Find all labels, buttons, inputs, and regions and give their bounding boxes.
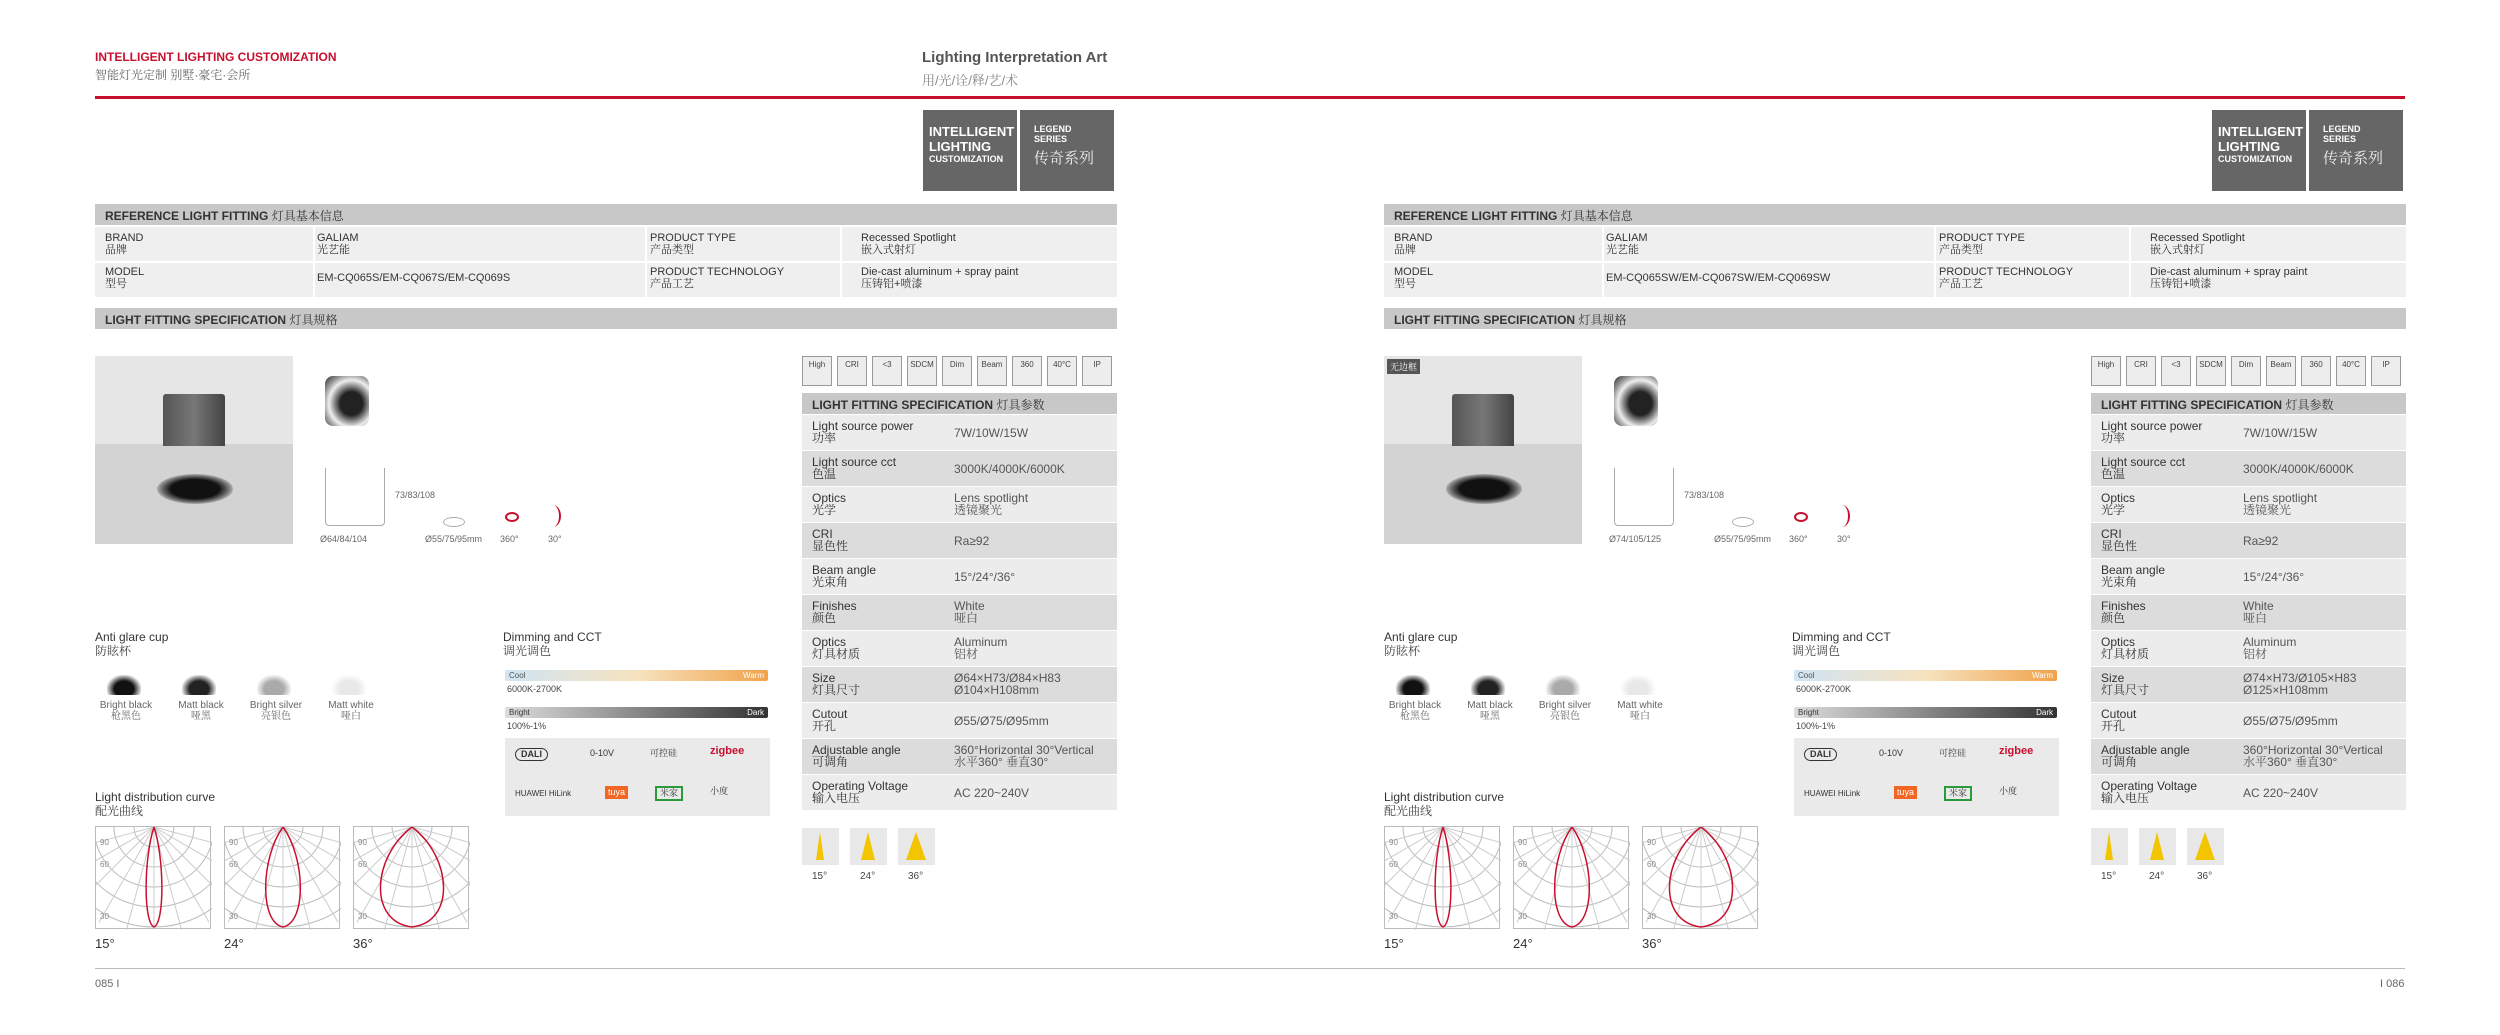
cutout-size: Ø55/75/95mm	[425, 534, 483, 544]
spec-value: Aluminum 铝材	[2243, 635, 2297, 661]
spec-row	[802, 595, 1117, 630]
section-title: REFERENCE LIGHT FITTING	[105, 209, 269, 223]
spec-row	[802, 631, 1117, 666]
dimension-drawing	[325, 468, 385, 526]
spec-value: Aluminum 铝材	[954, 635, 1008, 661]
spec-key: Beam angle 光束角	[2101, 563, 2166, 589]
spec-row	[802, 739, 1117, 774]
model-value: EM-CQ065SW/EM-CQ067SW/EM-CQ069SW	[1606, 272, 1831, 284]
spec-row	[2091, 415, 2406, 450]
dimming-slider[interactable]	[1794, 707, 2057, 718]
catalog-page-left	[95, 0, 1117, 1035]
spec-row	[2091, 487, 2406, 522]
huawei-hilink-logo: HUAWEI HiLink	[515, 789, 572, 798]
polar-label: 36°	[353, 936, 373, 951]
spec-row	[2091, 451, 2406, 486]
spec-value: 15°/24°/36°	[954, 570, 1016, 584]
cool-label: Cool	[509, 671, 526, 680]
specification-section-bar	[95, 308, 1117, 329]
section-title-cn: 灯具基本信息	[1560, 209, 1633, 223]
badge-line: CUSTOMIZATION	[2218, 154, 2293, 164]
cup-2	[257, 675, 291, 695]
specification-section-bar	[1384, 308, 2406, 329]
spec-value: Ø55/Ø75/Ø95mm	[954, 714, 1049, 728]
spec-row	[802, 415, 1117, 450]
beam-icon	[898, 828, 935, 865]
feature-icon: SDCM	[2196, 356, 2226, 386]
polar-label: 15°	[95, 936, 115, 951]
feature-icon: Dim	[2231, 356, 2261, 386]
spec-row	[2091, 703, 2406, 738]
spec-value: Ra≥92	[954, 534, 990, 548]
beam-label: 24°	[2149, 871, 2165, 882]
anti-glare-cup-heading: Anti glare cup 防眩杯	[95, 630, 169, 658]
polar-tick: 30	[100, 912, 109, 921]
section-title: LIGHT FITTING SPECIFICATION	[1394, 313, 1576, 327]
product-type-label: PRODUCT TYPE 产品类型	[650, 232, 736, 256]
cct-slider[interactable]	[505, 670, 768, 681]
cup-0	[107, 675, 141, 695]
cup-label: Bright black 枪黑色	[99, 700, 153, 722]
spec-value: 7W/10W/15W	[2243, 426, 2318, 440]
header-title: Lighting Interpretation Art	[922, 49, 1108, 66]
section-title: LIGHT FITTING SPECIFICATION	[812, 398, 994, 412]
cct-range: 6000K-2700K	[1796, 684, 1852, 694]
polar-tick: 60	[229, 860, 238, 869]
spec-key: CRI 显色性	[812, 527, 849, 553]
polar-tick: 60	[1647, 860, 1656, 869]
beam-label: 24°	[860, 871, 876, 882]
cup-label: Matt black 哑黑	[1467, 700, 1513, 722]
polar-chart	[1642, 826, 1758, 929]
spec-key: Operating Voltage 输入电压	[812, 779, 909, 805]
badge-cn: 传奇系列	[1034, 150, 1095, 167]
rotation-label: 360°	[1789, 534, 1808, 544]
spec-row	[802, 775, 1117, 810]
spec-row	[802, 703, 1117, 738]
dimension-height: 73/83/108	[1684, 490, 1725, 500]
spotlight-opening	[157, 474, 233, 504]
light-distribution-heading: Light distribution curve 配光曲线	[95, 790, 216, 818]
badge-line: LEGEND	[1034, 124, 1072, 134]
feature-icon: Dim	[942, 356, 972, 386]
spec-value: 360°Horizontal 30°Vertical 水平360° 垂直30°	[2243, 743, 2383, 769]
polar-tick: 60	[1518, 860, 1527, 869]
scr-dimming-logo: 可控硅	[1939, 748, 1967, 758]
mijia-logo: 米家	[1944, 786, 1972, 801]
product-technology-value: Die-cast aluminum + spray paint 压铸铝+喷漆	[861, 266, 1019, 290]
spec-key: Cutout 开孔	[2101, 707, 2137, 733]
spec-value: White 哑白	[954, 599, 985, 625]
dimming-range: 100%-1%	[1796, 721, 1836, 731]
dark-label: Dark	[2036, 708, 2053, 717]
dimension-diameter: Ø74/105/125	[1609, 534, 1662, 544]
spotlight-opening	[1446, 474, 1522, 504]
spec-key: Operating Voltage 输入电压	[2101, 779, 2198, 805]
spec-row	[2091, 775, 2406, 810]
spec-key: Optics 灯具材质	[2101, 635, 2150, 661]
polar-tick: 90	[229, 838, 238, 847]
huawei-hilink-logo: HUAWEI HiLink	[1804, 789, 1861, 798]
beam-icon	[802, 828, 839, 865]
spec-key: Cutout 开孔	[812, 707, 848, 733]
reference-info-table	[1384, 227, 2406, 297]
feature-icon: High	[2091, 356, 2121, 386]
beam-label: 15°	[2101, 871, 2117, 882]
spec-key: Light source cct 色温	[2101, 455, 2186, 481]
beam-label: 36°	[2197, 871, 2213, 882]
spec-row	[802, 667, 1117, 702]
polar-tick: 90	[100, 838, 109, 847]
zero-ten-volt-logo: 0-10V	[590, 748, 615, 758]
spec-row	[2091, 631, 2406, 666]
feature-icon: 360	[2301, 356, 2331, 386]
section-title: LIGHT FITTING SPECIFICATION	[105, 313, 287, 327]
cup-2	[1546, 675, 1580, 695]
tilt-icon	[1834, 505, 1850, 527]
badge-line: SERIES	[2323, 134, 2357, 144]
product-type-label: PRODUCT TYPE 产品类型	[1939, 232, 2025, 256]
badge-line: INTELLIGENT	[2218, 124, 2304, 139]
feature-icon: 40°C	[2336, 356, 2366, 386]
spec-key: Optics 光学	[2101, 491, 2136, 517]
dali-logo: DALI	[515, 748, 548, 761]
xiaodu-logo: 小度	[710, 786, 729, 796]
polar-tick: 90	[1647, 838, 1656, 847]
section-title-cn: 灯具规格	[1578, 313, 1627, 327]
col-divider	[1934, 227, 1936, 297]
brand-label: BRAND 品牌	[1394, 232, 1433, 256]
tuya-logo: tuya	[1894, 786, 1917, 799]
polar-tick: 60	[358, 860, 367, 869]
xiaodu-logo: 小度	[1999, 786, 2018, 796]
mijia-logo: 米家	[655, 786, 683, 801]
page-number-right: I 086	[2380, 978, 2405, 990]
spec-value: AC 220~240V	[2243, 786, 2319, 800]
spec-key: Finishes 颜色	[2101, 599, 2146, 625]
polar-tick: 30	[358, 912, 367, 921]
col-divider	[840, 227, 842, 297]
spec-value: Ø55/Ø75/Ø95mm	[2243, 714, 2338, 728]
row-divider	[95, 261, 1117, 263]
cool-label: Cool	[1798, 671, 1815, 680]
col-divider	[2129, 227, 2131, 297]
polar-chart	[224, 826, 340, 929]
spotlight-product-image	[325, 376, 369, 426]
frameless-tag: 无边框	[1387, 359, 1420, 374]
spec-value: 7W/10W/15W	[954, 426, 1029, 440]
dimming-heading: Dimming and CCT 调光调色	[503, 630, 602, 658]
model-value: EM-CQ065S/EM-CQ067S/EM-CQ069S	[317, 272, 511, 284]
polar-svg	[1514, 827, 1630, 930]
badge-line: CUSTOMIZATION	[929, 154, 1004, 164]
dali-logo: DALI	[1804, 748, 1837, 761]
cup-label: Matt black 哑黑	[178, 700, 224, 722]
warm-label: Warm	[742, 671, 764, 680]
dimming-heading: Dimming and CCT 调光调色	[1792, 630, 1891, 658]
spec-row	[2091, 523, 2406, 558]
polar-tick: 30	[1518, 912, 1527, 921]
spec-key: Optics 灯具材质	[812, 635, 861, 661]
spec-row	[802, 487, 1117, 522]
brand-value: GALIAM 光艺能	[1606, 232, 1648, 256]
polar-tick: 30	[229, 912, 238, 921]
brand-value: GALIAM 光艺能	[317, 232, 359, 256]
product-technology-value: Die-cast aluminum + spray paint 压铸铝+喷漆	[2150, 266, 2308, 290]
spec-value: Ø64×H73/Ø84×H83 Ø104×H108mm	[954, 671, 1061, 697]
intelligent-lighting-badge	[923, 110, 1017, 191]
intelligent-lighting-badge	[2212, 110, 2306, 191]
model-label: MODEL 型号	[105, 266, 145, 290]
cup-3	[332, 675, 366, 695]
product-technology-label: PRODUCT TECHNOLOGY 产品工艺	[650, 266, 785, 290]
polar-label: 36°	[1642, 936, 1662, 951]
spec-value: White 哑白	[2243, 599, 2274, 625]
cup-label: Matt white 哑白	[1617, 700, 1663, 722]
catalog-page-right	[1384, 0, 2406, 1035]
spec-key: Finishes 颜色	[812, 599, 857, 625]
cup-1	[1471, 675, 1505, 695]
cup-label: Bright black 枪黑色	[1388, 700, 1442, 722]
feature-icon: <3	[872, 356, 902, 386]
spec-row	[2091, 739, 2406, 774]
polar-svg	[225, 827, 341, 930]
spec-value: Ra≥92	[2243, 534, 2279, 548]
feature-icon: IP	[2371, 356, 2401, 386]
protocol-logos	[1794, 738, 2059, 816]
polar-tick: 90	[358, 838, 367, 847]
spec-value: Lens spotlight 透镜聚光	[2243, 491, 2318, 517]
badge-line: SERIES	[1034, 134, 1068, 144]
polar-chart	[353, 826, 469, 929]
spec-key: Adjustable angle 可调角	[812, 743, 901, 769]
warm-label: Warm	[2031, 671, 2053, 680]
polar-chart	[1513, 826, 1629, 929]
spec-key: Beam angle 光束角	[812, 563, 877, 589]
model-label: MODEL 型号	[1394, 266, 1434, 290]
spotlight-body	[163, 394, 225, 446]
bright-label: Bright	[1798, 708, 1819, 717]
light-distribution-heading: Light distribution curve 配光曲线	[1384, 790, 1505, 818]
feature-icon: SDCM	[907, 356, 937, 386]
polar-tick: 90	[1389, 838, 1398, 847]
spec-value: AC 220~240V	[954, 786, 1030, 800]
spec-key: Light source power 功率	[2101, 419, 2203, 445]
section-title-cn: 灯具规格	[289, 313, 338, 327]
feature-icon: CRI	[2126, 356, 2156, 386]
spec-key: Light source cct 色温	[812, 455, 897, 481]
cutout-size: Ø55/75/95mm	[1714, 534, 1772, 544]
product-type-value: Recessed Spotlight 嵌入式射灯	[861, 232, 956, 256]
spec-value: 3000K/4000K/6000K	[2243, 462, 2354, 476]
polar-svg	[96, 827, 212, 930]
badge-line: LIGHTING	[929, 139, 992, 154]
spotlight-body	[1452, 394, 1514, 446]
tuya-logo: tuya	[605, 786, 628, 799]
legend-series-badge	[1020, 110, 1114, 191]
cup-label: Bright silver 亮银色	[249, 700, 303, 722]
feature-icon: Beam	[2266, 356, 2296, 386]
spec-value: Lens spotlight 透镜聚光	[954, 491, 1029, 517]
beam-icon	[2139, 828, 2176, 865]
dimension-diameter: Ø64/84/104	[320, 534, 368, 544]
section-title-cn: 灯具基本信息	[271, 209, 344, 223]
parameters-section-bar	[802, 393, 1117, 414]
product-installed-photo	[1384, 356, 1582, 544]
polar-label: 24°	[1513, 936, 1533, 951]
polar-spoke	[283, 827, 311, 930]
product-installed-photo	[95, 356, 293, 544]
reference-section-bar	[1384, 204, 2406, 225]
rotation-icon	[505, 512, 519, 522]
spec-row	[802, 451, 1117, 486]
header-cn: 智能灯光定制 别墅·豪宅·会所	[95, 68, 251, 82]
section-title-cn: 灯具参数	[996, 398, 1045, 412]
polar-tick: 60	[100, 860, 109, 869]
polar-svg	[354, 827, 470, 930]
spec-row	[2091, 667, 2406, 702]
beam-icon	[2091, 828, 2128, 865]
rotation-icon	[1794, 512, 1808, 522]
beam-icon	[2187, 828, 2224, 865]
spec-key: Adjustable angle 可调角	[2101, 743, 2190, 769]
spec-key: Size 灯具尺寸	[812, 671, 861, 697]
anti-glare-cup-heading: Anti glare cup 防眩杯	[1384, 630, 1458, 658]
polar-svg	[1385, 827, 1501, 930]
parameters-section-bar	[2091, 393, 2406, 414]
polar-label: 24°	[224, 936, 244, 951]
spec-value: 360°Horizontal 30°Vertical 水平360° 垂直30°	[954, 743, 1094, 769]
cup-0	[1396, 675, 1430, 695]
section-title-cn: 灯具参数	[2285, 398, 2334, 412]
header-subtitle: 用/光/诠/释/艺/术	[922, 73, 1019, 88]
reference-info-table	[95, 227, 1117, 297]
legend-series-badge	[2309, 110, 2403, 191]
spec-row	[802, 559, 1117, 594]
polar-label: 15°	[1384, 936, 1404, 951]
dimming-slider[interactable]	[505, 707, 768, 718]
section-title: LIGHT FITTING SPECIFICATION	[2101, 398, 2283, 412]
feature-icon: 360	[1012, 356, 1042, 386]
product-technology-label: PRODUCT TECHNOLOGY 产品工艺	[1939, 266, 2074, 290]
cutout-icon	[443, 517, 465, 527]
spotlight-product-image	[1614, 376, 1658, 426]
polar-svg	[1643, 827, 1759, 930]
brand-label: BRAND 品牌	[105, 232, 144, 256]
beam-label: 15°	[812, 871, 828, 882]
spec-value: Ø74×H73/Ø105×H83 Ø125×H108mm	[2243, 671, 2357, 697]
cup-label: Matt white 哑白	[328, 700, 374, 722]
polar-tick: 30	[1389, 912, 1398, 921]
dimension-drawing	[1614, 468, 1674, 526]
protocol-logos	[505, 738, 770, 816]
dimming-range: 100%-1%	[507, 721, 547, 731]
spec-row	[2091, 595, 2406, 630]
beam-icon	[850, 828, 887, 865]
cup-1	[182, 675, 216, 695]
bright-label: Bright	[509, 708, 530, 717]
feature-icon: 40°C	[1047, 356, 1077, 386]
spec-key: Optics 光学	[812, 491, 847, 517]
scr-dimming-logo: 可控硅	[650, 748, 678, 758]
polar-spoke	[255, 827, 283, 930]
page-number-left: 085 I	[95, 978, 120, 990]
spec-key: Light source power 功率	[812, 419, 914, 445]
spec-row	[2091, 559, 2406, 594]
col-divider	[645, 227, 647, 297]
polar-tick: 60	[1389, 860, 1398, 869]
cutout-icon	[1732, 517, 1754, 527]
zero-ten-volt-logo: 0-10V	[1879, 748, 1904, 758]
feature-icon: Beam	[977, 356, 1007, 386]
feature-icon: High	[802, 356, 832, 386]
cup-label: Bright silver 亮银色	[1538, 700, 1592, 722]
cup-3	[1621, 675, 1655, 695]
section-title: REFERENCE LIGHT FITTING	[1394, 209, 1558, 223]
polar-tick: 90	[1518, 838, 1527, 847]
beam-label: 36°	[908, 871, 924, 882]
tilt-label: 30°	[1837, 534, 1851, 544]
polar-chart	[1384, 826, 1500, 929]
polar-chart	[95, 826, 211, 929]
feature-icon: IP	[1082, 356, 1112, 386]
polar-spoke	[1544, 827, 1572, 930]
spec-key: Size 灯具尺寸	[2101, 671, 2150, 697]
tilt-icon	[545, 505, 561, 527]
zigbee-logo: zigbee	[710, 745, 745, 757]
spec-value: 15°/24°/36°	[2243, 570, 2305, 584]
product-type-value: Recessed Spotlight 嵌入式射灯	[2150, 232, 2245, 256]
tilt-label: 30°	[548, 534, 562, 544]
rotation-label: 360°	[500, 534, 519, 544]
cct-range: 6000K-2700K	[507, 684, 563, 694]
spec-key: CRI 显色性	[2101, 527, 2138, 553]
col-divider	[313, 227, 315, 297]
dark-label: Dark	[747, 708, 764, 717]
spec-value: 3000K/4000K/6000K	[954, 462, 1065, 476]
col-divider	[1602, 227, 1604, 297]
badge-line: LIGHTING	[2218, 139, 2281, 154]
badge-line: INTELLIGENT	[929, 124, 1015, 139]
reference-section-bar	[95, 204, 1117, 225]
feature-icon: CRI	[837, 356, 867, 386]
feature-icon: <3	[2161, 356, 2191, 386]
polar-spoke	[1572, 827, 1600, 930]
spec-row	[802, 523, 1117, 558]
badge-line: LEGEND	[2323, 124, 2361, 134]
badge-cn: 传奇系列	[2323, 150, 2384, 167]
row-divider	[1384, 261, 2406, 263]
header-en: INTELLIGENT LIGHTING CUSTOMIZATION	[95, 50, 337, 64]
dimension-height: 73/83/108	[395, 490, 436, 500]
zigbee-logo: zigbee	[1999, 745, 2034, 757]
polar-tick: 30	[1647, 912, 1656, 921]
cct-slider[interactable]	[1794, 670, 2057, 681]
